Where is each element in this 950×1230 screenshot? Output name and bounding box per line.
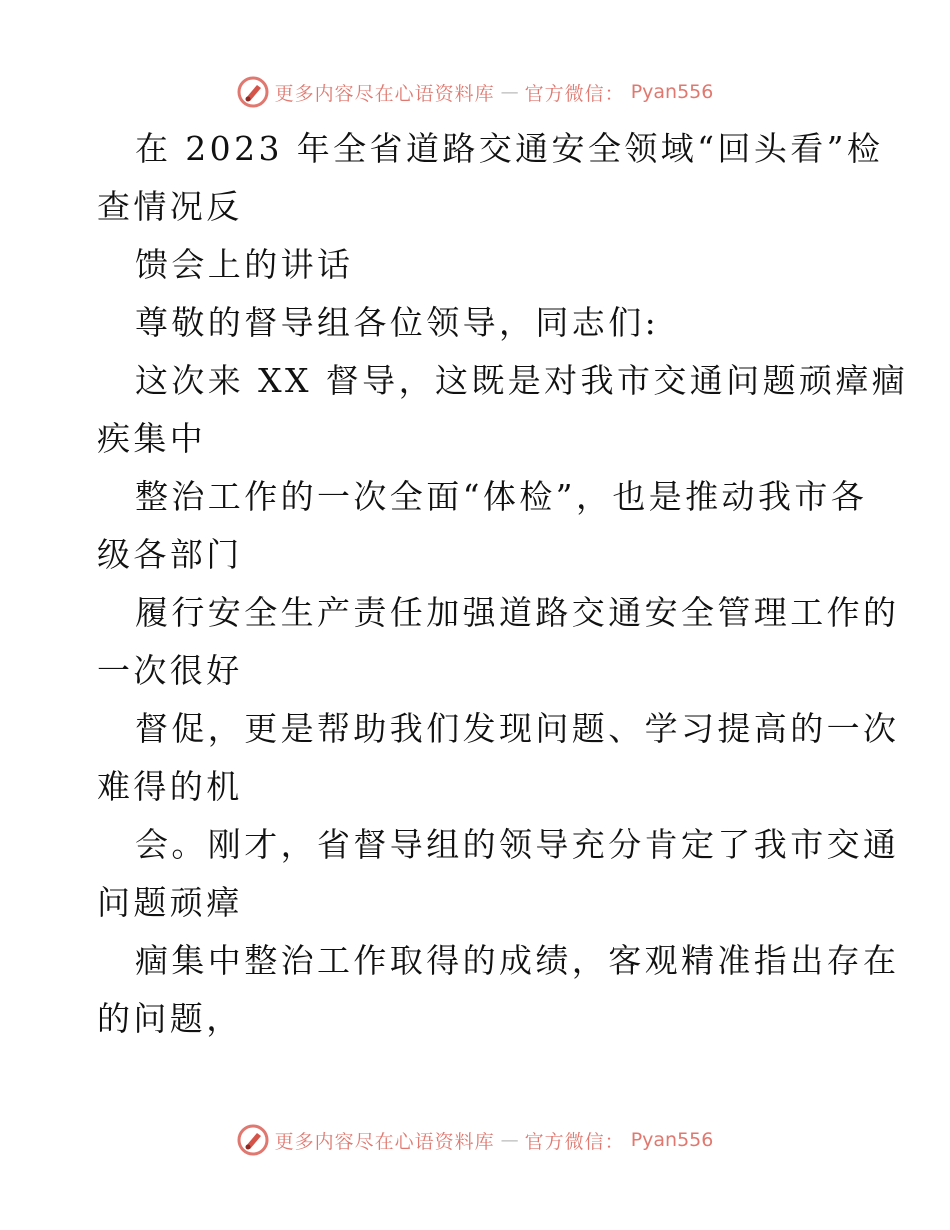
watermark-text: 更多内容尽在心语资料库: [274, 1130, 495, 1153]
paragraph-line: 督促，更是帮助我们发现问题、学习提高的一次: [135, 709, 900, 748]
paragraph-line: 问题顽瘴: [97, 883, 243, 922]
title-line-1: 在 2023 年全省道路交通安全领域“回头看”检: [135, 129, 884, 168]
watermark-separator: —: [500, 1129, 519, 1151]
paragraph-line: 的问题，: [97, 999, 243, 1038]
watermark-wechat-label: 官方微信：: [524, 1130, 625, 1153]
watermark-wechat-id: Pyan556: [630, 81, 714, 103]
header-watermark: [0, 72, 950, 112]
watermark-separator: —: [500, 81, 519, 103]
paragraph-line: 履行安全生产责任加强道路交通安全管理工作的: [135, 593, 900, 632]
paragraph-line: 疾集中: [97, 419, 207, 458]
paragraph-line: 难得的机: [97, 767, 243, 806]
salutation: 尊敬的督导组各位领导，同志们:: [135, 303, 660, 342]
paragraph-line: 一次很好: [97, 651, 243, 690]
paragraph-line: 痼集中整治工作取得的成绩，客观精准指出存在: [135, 941, 900, 980]
watermark-wechat-label: 官方微信：: [524, 82, 625, 105]
paragraph-line: 这次来 XX 督导，这既是对我市交通问题顽瘴痼: [135, 361, 909, 400]
paragraph-line: 会。刚才，省督导组的领导充分肯定了我市交通: [135, 825, 900, 864]
watermark-text: 更多内容尽在心语资料库: [274, 82, 495, 105]
title-line-3: 馈会上的讲话: [135, 245, 354, 284]
title-line-2: 查情况反: [97, 187, 243, 226]
pen-logo-icon: [237, 1124, 269, 1156]
footer-watermark: [0, 1120, 950, 1160]
pen-logo-icon: [237, 76, 269, 108]
document-body: [97, 120, 909, 1048]
paragraph-line: 级各部门: [97, 535, 243, 574]
watermark-wechat-id: Pyan556: [630, 1129, 714, 1151]
paragraph-line: 整治工作的一次全面“体检”，也是推动我市各: [135, 477, 868, 516]
